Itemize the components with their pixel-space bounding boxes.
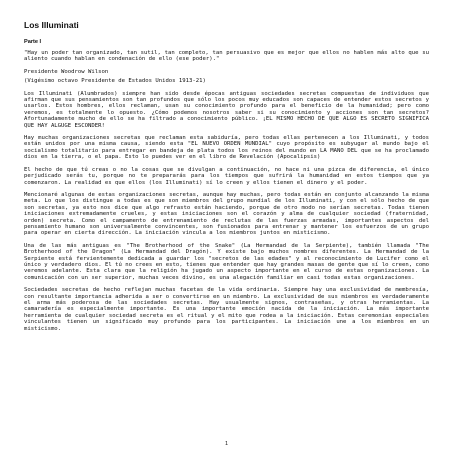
opening-quote: "Hay un poder tan organizado, tan sutil, tan completo, tan persuasivo que es mejor que ellos no hablen más alto que su aliento cuando hablan en condenación de ello (ese poder)." [24,50,429,63]
document-title: Los Illuminati [24,20,79,30]
body-paragraph: Una de las más antiguas es "The Brotherhood of the Snake" (La Hermandad de la Serpiente), también llamada "The Brotherhood of the Dragon" (La Hermandad del Dragón). Y existe bajo muchos nombres diferentes. La Hermandad de la Serpiente está fervientemente dedicada a guardar los "secretos de las edades" y al reconocimiento de Lucifer como el único y verdadero dios. El tú no crees en esto, tienes que entender que hay grandes masas de gente que sí lo creen, como veremos adelante. Esta clara que la religión ha jugado un aspecto importante en el curso de estas organizaciones. La comunicación con un ser superior, muchas veces divino, es una alegación familiar en casi todas estas organizaciones. [24,242,429,281]
body-paragraph: Hay muchas organizaciones secretas que reclaman esta sabiduría, pero todas ellas pertenecen a los Illuminati, y todos están unidos por una misma causa, siendo esta "EL NUEVO ORDEN MUNDIAL" cuyo propósito es subyugar al mundo bajo el socialismo totalitario para entregar en bandeja de plata todos los reinos del mundo en LA MANO DEL que se ha proclamado dios en la tierra, o el papa. Esto lo puedes ver en el libro de Revelación (Apocalipsis) [24,135,429,161]
body-paragraph: El hecho de que tú creas o no la cosas que se divulgan a continuación, no hace ni una pizca de diferencia, el único perjudicado serás tu, porque no te prepararás para los tiempos que sufrirá la humanidad en estos tiempos que ya comenzaron. La realidad es que ellos (los Illuminati) sí lo creen y ellos tienen el dinero y el poder. [24,166,429,186]
body-paragraph: Los Illuminati (Alumbrados) siempre han sido desde épocas antiguas sociedades secretas compuestas de individuos que afirman que sus pensamientos son tan profundos que sólo los pocos muy educados son capaces de entender estos secretos y usarlos. Estos hombres, ellos reclaman, usan su conocimiento profundo para el beneficio de la humanidad; pero como veremos, es totalmente lo opuesto. ¿Cómo podemos nosotros saber si su conocimiento y acciones son tan secretos? Afortunadamente mucho de ello se ha filtrado a conocimiento público. ¡EL MISMO HECHO DE QUE ALGO ES SECRETO SIGNIFICA QUE HAY ALGUGE ESCONDER! [24,90,429,129]
quote-author-title: (Vigésimo octavo Presidente de Estados Unidos 1913-21) [24,78,206,85]
quote-author: Presidente Woodrow Wilson [24,68,109,75]
body-paragraph: Mencionaré algunas de estas organizaciones secretas, aunque hay muchas, pero todas están en conjunto alcanzando la misma meta. Lo que los distingue a todas es que son miembros del grupo mundial de los Illuminati, y con el sólo hecho de que son secretas, ya esto nos dice que algo refrasto están haciendo, porque de otro modo no serían secretas. Todas tienen iniciaciones extremadamente crueles, y estas iniciaciones son el corazón y alma de cualquier sociedad (fraternidad, orden) secreta. Como el campamento de entrenamiento de reclutas de las fuerzas armadas, importantes aspectos del pensamiento humano son universalmente convincentes, son fusionados para entrenar y mantener los esfuerzos de un grupo para operar en cierta dirección. La iniciación vincula a los miembros juntos en misticismo. [24,191,429,237]
page-number: 1 [224,440,229,447]
body-paragraph: Sociedades secretas de hecho reflejan muchas facetas de la vida ordinaria. Siempre hay una exclusividad de membresía, con resultante importancia adherida a ser o convertirse en un miembro. La exclusividad de sus miembros es verdaderamente el arma más poderosa de las sociedades secretas. Hay usualmente signos, contraseñas, y otras herramientas. La camaradería es especialmente importante. Es una importante emoción nacida de la iniciación. La más importante herramienta de cualquier sociedad secreta es el ritual y el mito que rodea a la iniciación. Estas ceremonias especiales vinculantes tienen un significado muy profundo para los participantes. La iniciación une a los miembros en un misticismo. [24,287,429,332]
section-heading: Parte I [24,39,42,45]
